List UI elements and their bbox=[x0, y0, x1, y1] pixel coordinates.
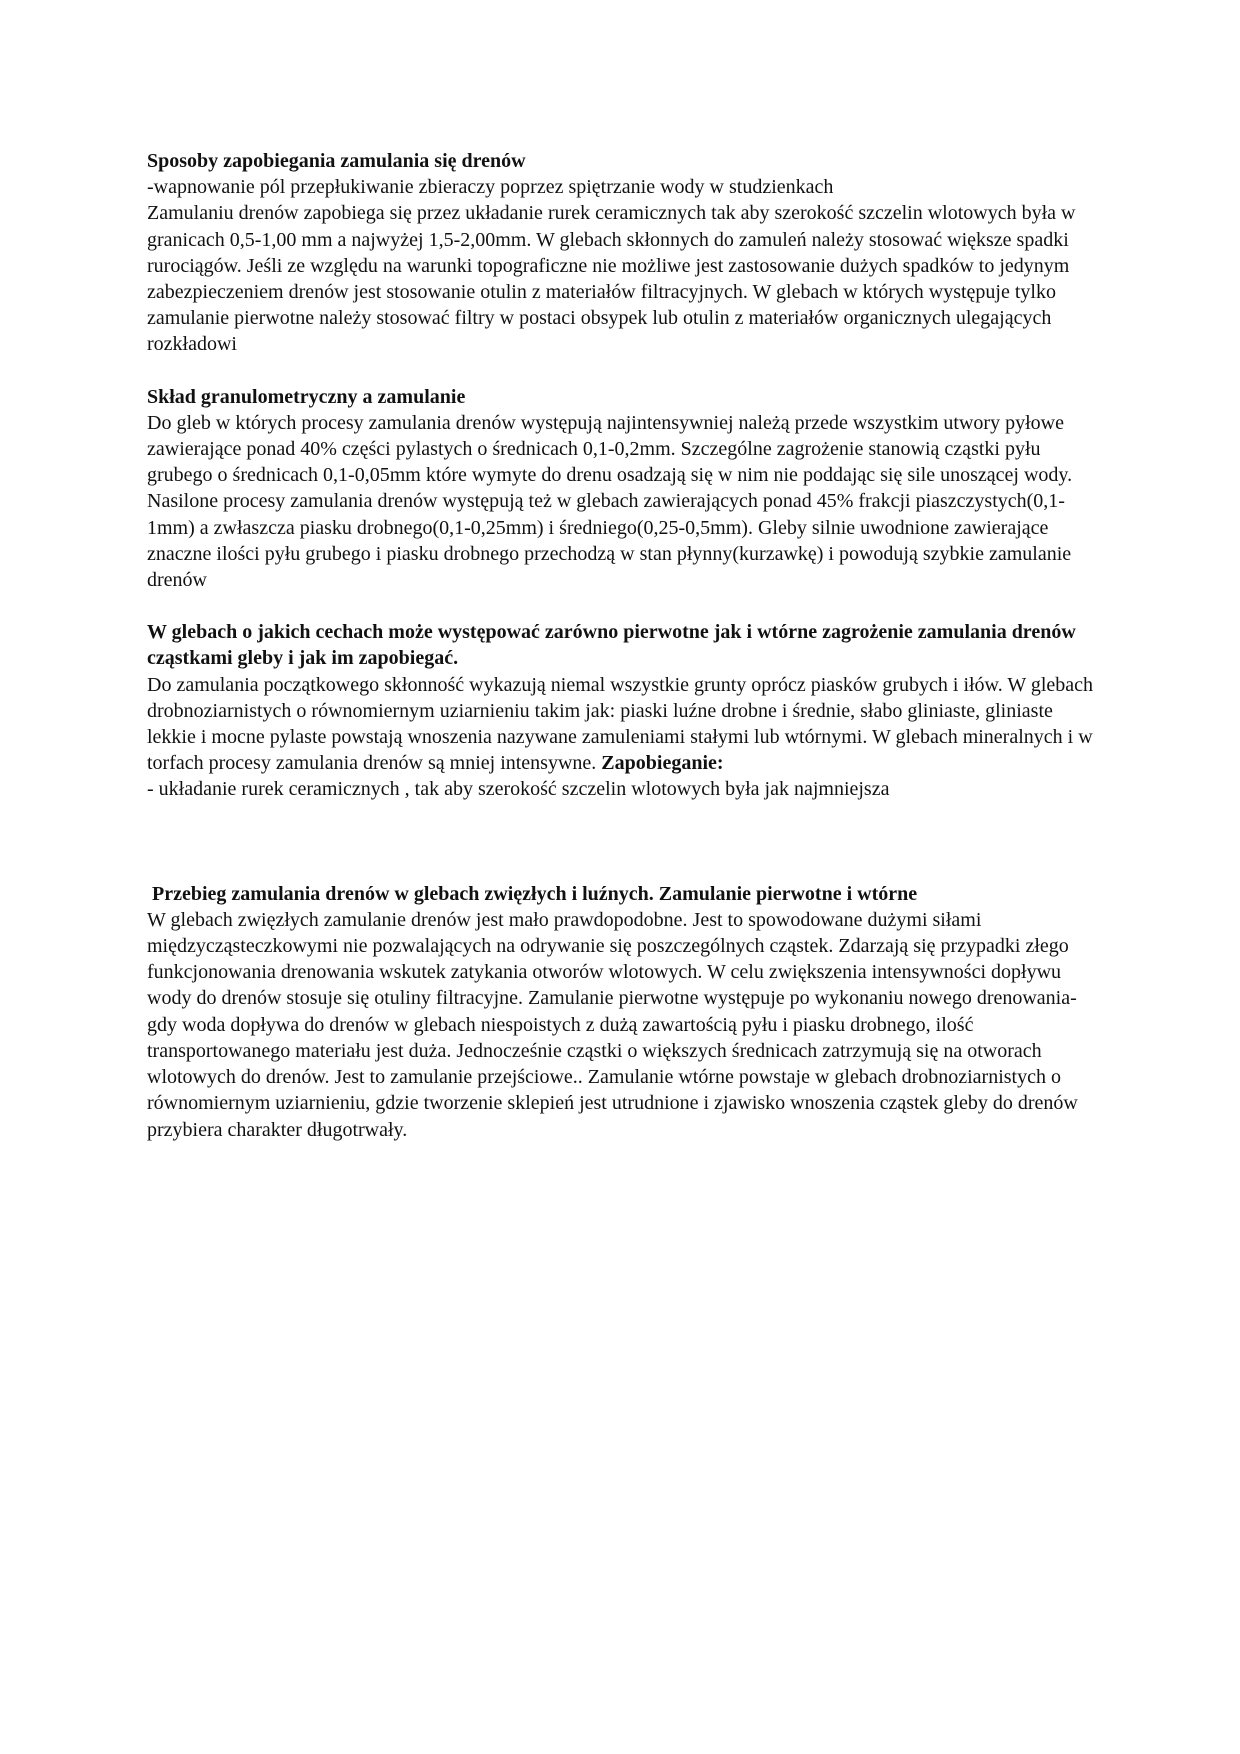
paragraph-text: Do zamulania początkowego skłonność wykazują niemal wszystkie grunty oprócz piasków grubych i iłów. W glebach drobnoziarnistych o równomiernym uziarnieniu takim jak: piaski luźne drobne i średnie, słabo gliniaste, gliniaste lekkie i mocne pylaste powstają wnoszenia nazywane zamuleniami stałymi lub wtórnymi. W glebach mineralnych i w torfach procesy zamulania drenów są mniej intensywne. bbox=[147, 673, 1094, 775]
section-compact-loose-soils bbox=[147, 881, 1097, 1143]
bullet-line: - układanie rurek ceramicznych , tak aby szerokość szczelin wlotowych była jak najmniejsza bbox=[147, 778, 890, 801]
paragraph: W glebach zwięzłych zamulanie drenów jest mało prawdopodobne. Jest to spowodowane dużymi siłami międzycząsteczkowymi nie pozwalających na odrywanie się poszczególnych cząstek. Zdarzają się przypadki złego funkcjonowania drenowania wskutek zatykania otworów wlotowych. W celu zwiększenia intensywności dopływu wody do drenów stosuje się otuliny filtracyjne. Zamulanie pierwotne występuje po wykonaniu nowego drenowania- gdy woda dopływa do drenów w glebach niespoistych z dużą zawartością pyłu i piasku drobnego, ilość transportowanego materiału jest duża. Jednocześnie cząstki o większych średnicach zatrzymują się na otworach wlotowych do drenów. Jest to zamulanie przejściowe.. Zamulanie wtórne powstaje w glebach drobnoziarnistych o równomiernym uziarnieniu, gdzie tworzenie sklepień jest utrudnione i zjawisko wnoszenia cząstek gleby do drenów przybiera charakter długotrwały. bbox=[147, 908, 1078, 1141]
paragraph: -wapnowanie pól przepłukiwanie zbieraczy poprzez spiętrzanie wody w studzienkach bbox=[147, 176, 834, 199]
paragraph bbox=[147, 672, 1097, 777]
paragraph: Zamulaniu drenów zapobiega się przez układanie rurek ceramicznych tak aby szerokość szczelin wlotowych była w granicach 0,5-1,00 mm a najwyżej 1,5-2,00mm. W glebach skłonnych do zamuleń należy stosować większe spadki rurociągów. Jeśli ze względu na warunki topograficzne nie możliwe jest zastosowanie dużych spadków to jedynym zabezpieczeniem drenów jest stosowanie otulin z materiałów filtracyjnych. W glebach w których występuje tylko zamulanie pierwotne należy stosować filtry w postaci obsypek lub otulin z materiałów organicznych ulegających rozkładowi bbox=[147, 202, 1076, 356]
section-granulometry bbox=[147, 384, 1097, 594]
section-heading: Sposoby zapobiegania zamulania się drenów bbox=[147, 150, 526, 172]
spacer bbox=[147, 358, 1097, 384]
section-heading: Przebieg zamulania drenów w glebach zwięzłych i luźnych. Zamulanie pierwotne i wtórne bbox=[152, 882, 918, 905]
inline-bold-label: Zapobieganie: bbox=[596, 752, 724, 775]
paragraph: Do gleb w których procesy zamulania drenów występują najintensywniej należą przede wszystkim utwory pyłowe zawierające ponad 40% części pylastych o średnicach 0,1-0,2mm. Szczególne zagrożenie stanowią cząstki pyłu grubego o średnicach 0,1-0,05mm które wymyte do drenu osadzają się w nim nie poddając się sile unoszącej wody. Nasilone procesy zamulania drenów występują też w glebach zawierających ponad 45% frakcji piaszczystych(0,1-1mm) a zwłaszcza piasku drobnego(0,1-0,25mm) i średniego(0,25-0,5mm). Gleby silnie uwodnione zawierające znaczne ilości pyłu grubego i piasku drobnego przechodzą w stan płynny(kurzawkę) i powodują szybkie zamulanie drenów bbox=[147, 411, 1073, 592]
section-heading: Skład granulometryczny a zamulanie bbox=[147, 385, 466, 408]
spacer bbox=[147, 803, 1097, 881]
document-page bbox=[147, 148, 1097, 1143]
section-soil-features bbox=[147, 619, 1097, 802]
spacer bbox=[147, 593, 1097, 619]
section-prevention bbox=[147, 148, 1097, 358]
section-heading: W glebach o jakich cechach może występować zarówno pierwotne jak i wtórne zagrożenie zamulania drenów cząstkami gleby i jak im zapobiegać. bbox=[147, 621, 1076, 670]
